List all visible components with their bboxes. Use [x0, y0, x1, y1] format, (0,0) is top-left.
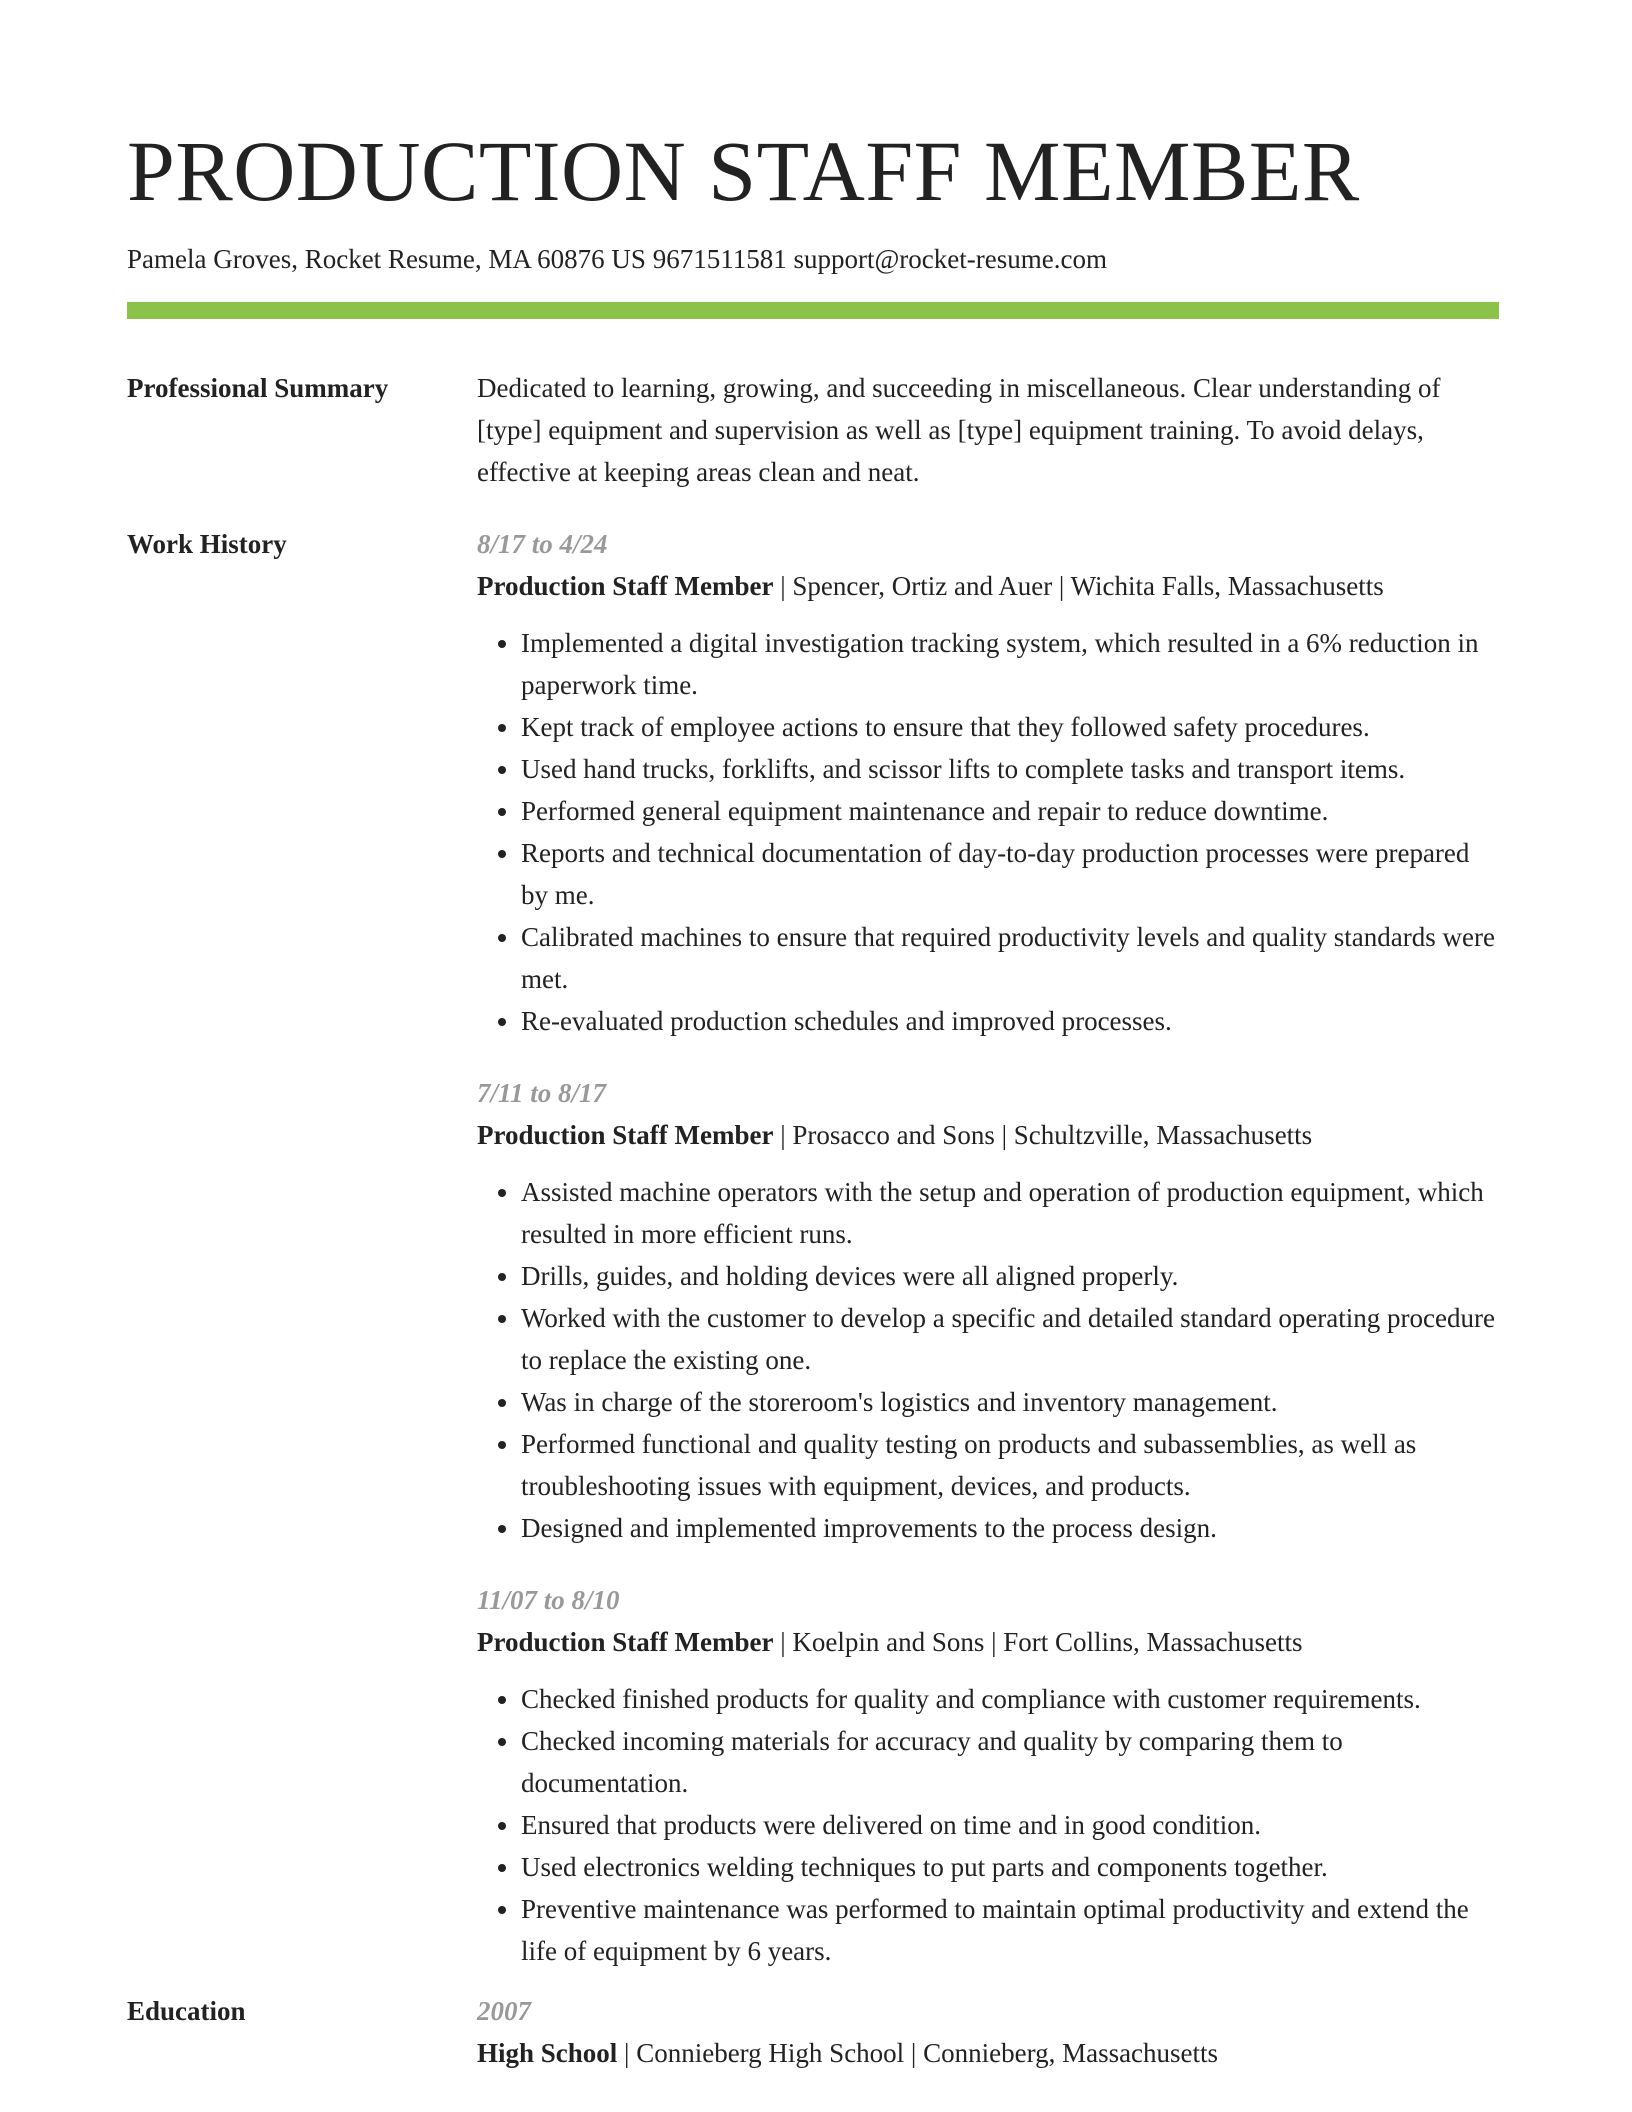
job-dates: 11/07 to 8/10	[477, 1585, 620, 1615]
work-history-heading: Work History	[127, 529, 287, 559]
education-dates: 2007	[477, 1996, 531, 2026]
resume-title: PRODUCTION STAFF MEMBER	[127, 123, 1360, 219]
job-bullet: • Ensured that products were delivered on time and in good condition.	[521, 1804, 1499, 1846]
job-header	[477, 565, 1499, 607]
job-bullet-list	[477, 1171, 1499, 1549]
job-entry	[477, 1072, 1499, 1549]
job-header	[477, 1621, 1499, 1663]
job-bullet: • Kept track of employee actions to ensure that they followed safety procedures.	[521, 706, 1499, 748]
job-entry	[477, 1579, 1499, 1972]
job-bullet: • Performed functional and quality testing on products and subassemblies, as well as troubleshooting issues with equipment, devices, and products.	[521, 1423, 1499, 1507]
job-title: Production Staff Member	[477, 571, 774, 601]
summary-heading: Professional Summary	[127, 373, 389, 403]
job-employer-location: | Spencer, Ortiz and Auer | Wichita Falls, Massachusetts	[773, 571, 1384, 601]
job-bullet: • Used hand trucks, forklifts, and scissor lifts to complete tasks and transport items.	[521, 748, 1499, 790]
work-history-section	[127, 523, 1499, 1972]
job-bullet: • Reports and technical documentation of day-to-day production processes were prepared by me.	[521, 832, 1499, 916]
job-bullet-list	[477, 1678, 1499, 1972]
job-bullet: • Checked incoming materials for accuracy and quality by comparing them to documentation.	[521, 1720, 1499, 1804]
work-history-body	[477, 523, 1499, 1972]
education-section	[127, 1990, 1499, 2074]
job-bullet: • Preventive maintenance was performed to maintain optimal productivity and extend the life of equipment by 6 years.	[521, 1888, 1499, 1972]
job-bullet: • Drills, guides, and holding devices were all aligned properly.	[521, 1255, 1499, 1297]
job-title: Production Staff Member	[477, 1627, 774, 1657]
education-degree: High School	[477, 2038, 618, 2068]
job-employer-location: | Prosacco and Sons | Schultzville, Massachusetts	[773, 1120, 1313, 1150]
summary-text: Dedicated to learning, growing, and succeeding in miscellaneous. Clear understanding of [type] equipment and supervision as well as [type] equipment training. To avoid delays, effective at keeping areas clean and neat.	[477, 373, 1441, 487]
job-title: Production Staff Member	[477, 1120, 774, 1150]
job-employer-location: | Koelpin and Sons | Fort Collins, Massachusetts	[773, 1627, 1303, 1657]
job-header	[477, 1114, 1499, 1156]
contact-line: Pamela Groves, Rocket Resume, MA 60876 US 9671511581 support@rocket-resume.com	[127, 244, 1107, 274]
education-header	[477, 2032, 1499, 2074]
job-bullet: • Designed and implemented improvements to the process design.	[521, 1507, 1499, 1549]
job-bullet: • Was in charge of the storeroom's logistics and inventory management.	[521, 1381, 1499, 1423]
job-bullet: • Calibrated machines to ensure that required productivity levels and quality standards were met.	[521, 916, 1499, 1000]
summary-section	[127, 367, 1499, 493]
job-bullet-list	[477, 622, 1499, 1042]
job-entry	[477, 523, 1499, 1042]
job-bullet: • Worked with the customer to develop a specific and detailed standard operating procedure to replace the existing one.	[521, 1297, 1499, 1381]
education-school-location: | Connieberg High School | Connieberg, Massachusetts	[617, 2038, 1219, 2068]
job-bullet: • Performed general equipment maintenance and repair to reduce downtime.	[521, 790, 1499, 832]
job-bullet: • Assisted machine operators with the setup and operation of production equipment, which resulted in more efficient runs.	[521, 1171, 1499, 1255]
job-bullet: • Implemented a digital investigation tracking system, which resulted in a 6% reduction in paperwork time.	[521, 622, 1499, 706]
job-bullet: • Checked finished products for quality and compliance with customer requirements.	[521, 1678, 1499, 1720]
accent-divider	[127, 302, 1499, 319]
job-dates: 8/17 to 4/24	[477, 529, 608, 559]
job-bullet: • Re-evaluated production schedules and improved processes.	[521, 1000, 1499, 1042]
education-body	[477, 1990, 1499, 2074]
education-heading: Education	[127, 1996, 246, 2026]
job-bullet: • Used electronics welding techniques to put parts and components together.	[521, 1846, 1499, 1888]
job-dates: 7/11 to 8/17	[477, 1078, 607, 1108]
